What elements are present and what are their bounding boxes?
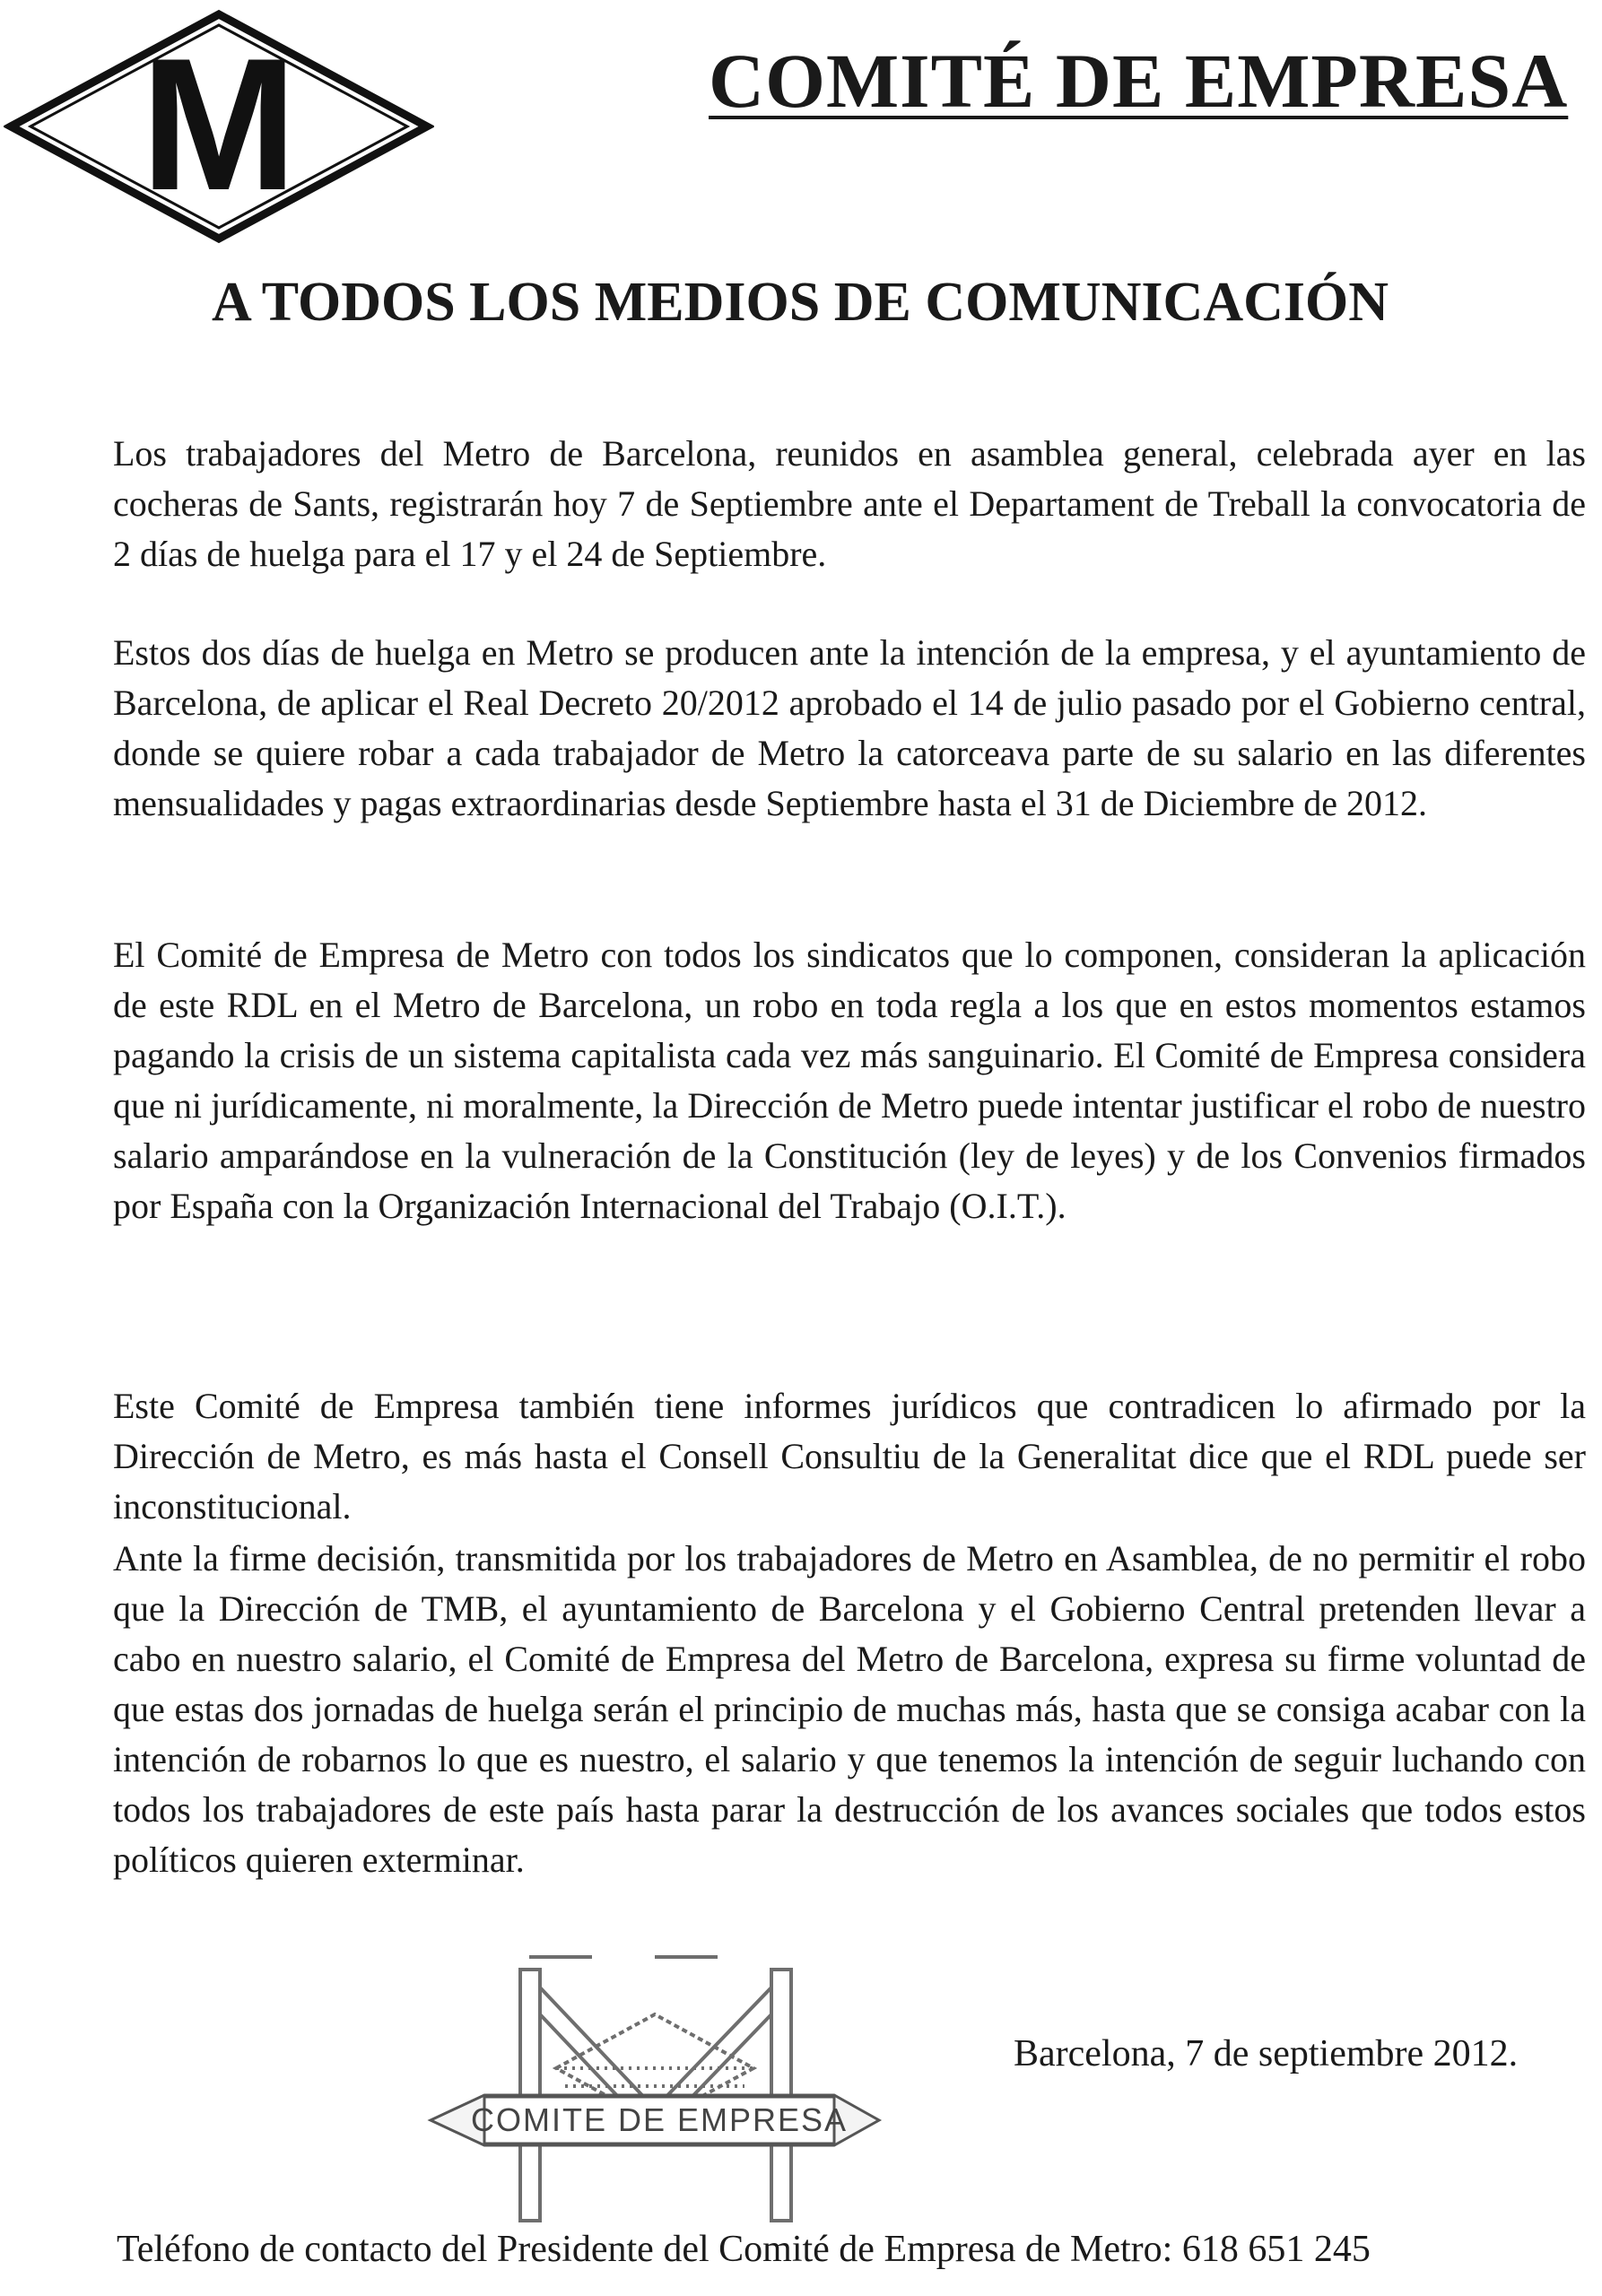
date-line: Barcelona, 7 de septiembre 2012.	[1014, 2033, 1519, 2074]
contact-line: Teléfono de contacto del Presidente del Comité de Empresa de Metro: 618 651 245	[117, 2229, 1371, 2270]
metro-logo	[4, 5, 434, 248]
paragraph: El Comité de Empresa de Metro con todos los sindicatos que lo componen, consideran la aplicación de este RDL en el Metro de Barcelona, un robo en toda regla a los que en estos momentos estamos pagando la crisis de un sistema capitalista cada vez más sanguinario. El Comité de Empresa considera que ni jurídicamente, ni moralmente, la Dirección de Metro puede intentar justificar el robo de nuestro salario amparándose en la vulneración de la Constitución (ley de leyes) y de los Convenios firmados por España con la Organización Internacional del Trabajo (O.I.T.).	[113, 935, 1586, 1226]
paragraph: Los trabajadores del Metro de Barcelona, reunidos en asamblea general, celebrada ayer en las cocheras de Sants, registrarán hoy 7 de Septiembre ante el Departament de Treball la convocatoria de 2 días de huelga para el 17 y el 24 de Septiembre.	[113, 433, 1586, 574]
document-subtitle: A TODOS LOS MEDIOS DE COMUNICACIÓN	[212, 272, 1389, 333]
logo-letter: M	[140, 19, 298, 230]
paragraph: Ante la firme decisión, transmitida por los trabajadores de Metro en Asamblea, de no permitir el robo que la Dirección de TMB, el ayuntamiento de Barcelona y el Gobierno Central pretenden llevar a cabo en nuestro salario, el Comité de Empresa del Metro de Barcelona, expresa su firme voluntad de que estas dos jornadas de huelga serán el principio de muchas más, hasta que se consiga acabar con la intención de robarnos lo que es nuestro, el salario y que tenemos la intención de seguir luchando con todos los trabajadores de este país hasta parar la destrucción de los avances sociales que todos estos políticos quieren exterminar.	[113, 1538, 1586, 1880]
paragraph: Este Comité de Empresa también tiene informes jurídicos que contradicen lo afirmado por la Dirección de Metro, es más hasta el Consell Consultiu de la Generalitat dice que el RDL puede ser inconstitucional.	[113, 1386, 1586, 1526]
committee-stamp	[422, 1952, 888, 2230]
stamp-text: COMITE DE EMPRESA	[470, 2101, 849, 2138]
header-title: COMITÉ DE EMPRESA	[709, 38, 1569, 124]
paragraph: Estos dos días de huelga en Metro se producen ante la intención de la empresa, y el ayuntamiento de Barcelona, de aplicar el Real Decreto 20/2012 aprobado el 14 de julio pasado por el Gobierno central, donde se quiere robar a cada trabajador de Metro la catorceava parte de su salario en las diferentes mensualidades y pagas extraordinarias desde Septiembre hasta el 31 de Diciembre de 2012.	[113, 632, 1586, 823]
